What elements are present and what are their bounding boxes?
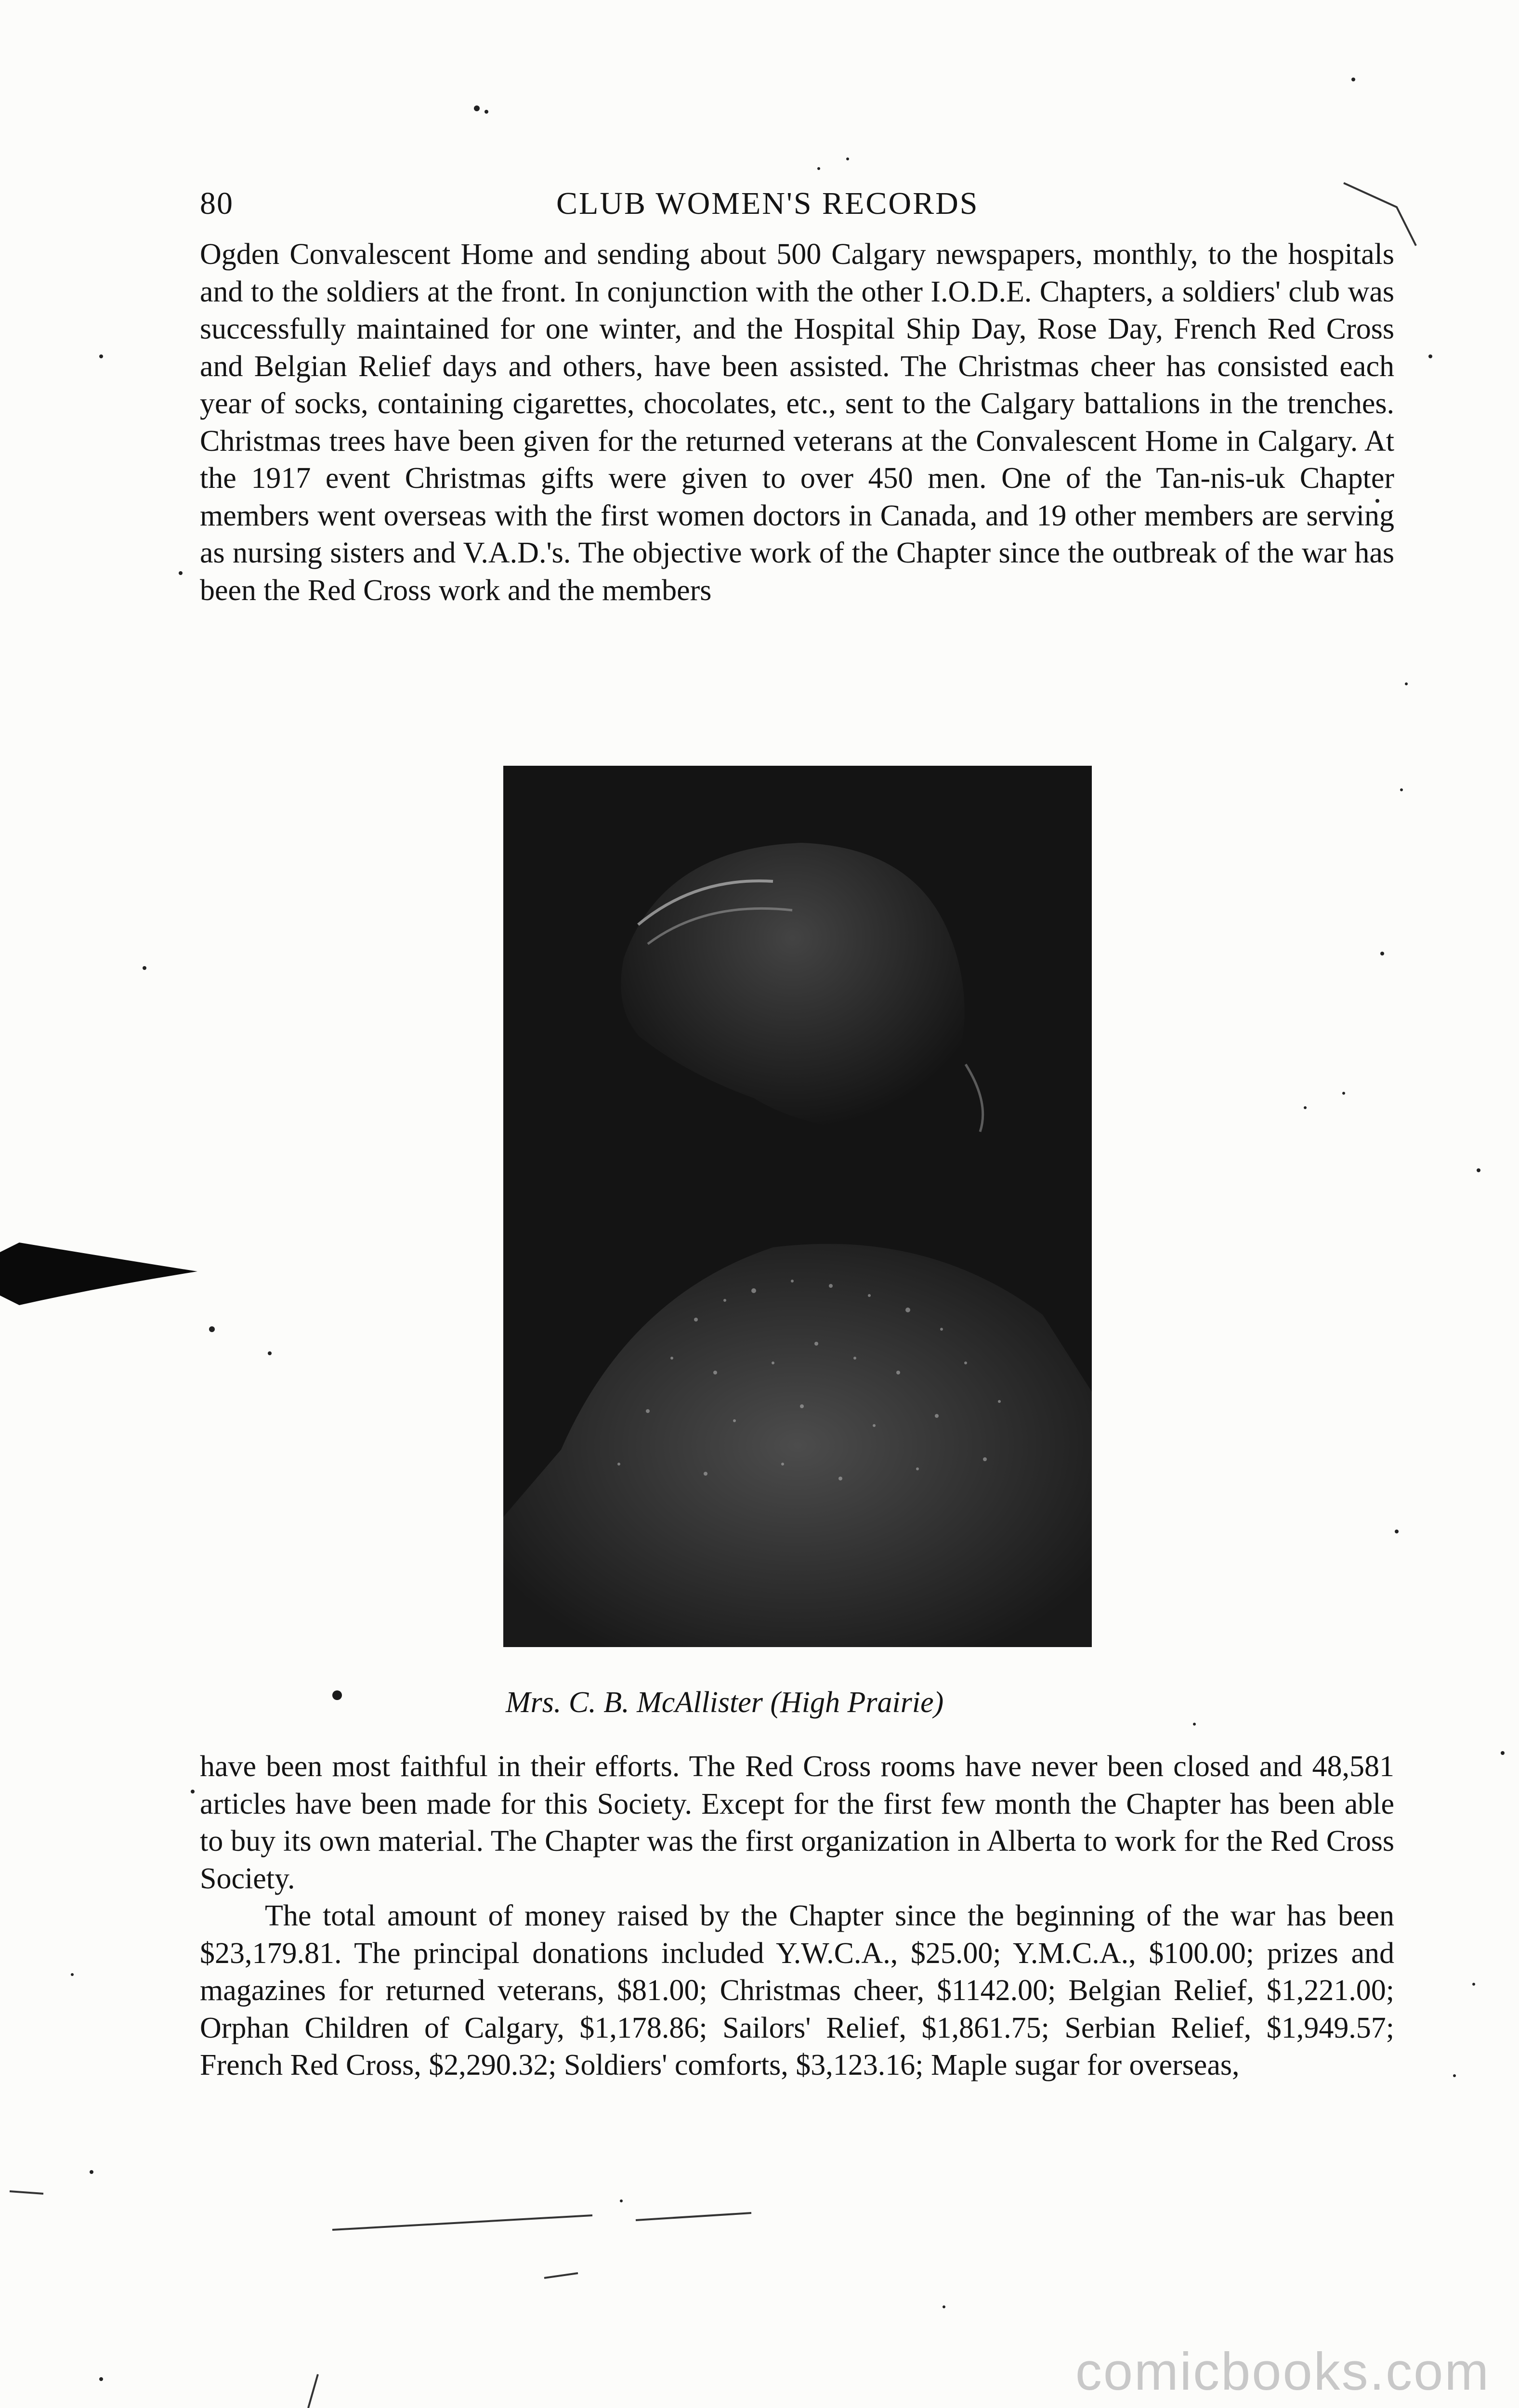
paragraph-bottom-1: have been most faithful in their efforts. The Red Cross rooms have never been closed and 48,581 articles have been made for this Society. Except for the first few month the Chapter has been able to buy its own material. The Chapter was the first organization in Alberta to work for the Red Cross Society. <box>200 1750 1394 1895</box>
page-edge-tab-shadow <box>0 1204 202 1329</box>
watermark: comicbooks.com <box>1075 2342 1490 2401</box>
caption-bullet-mark <box>332 1690 342 1700</box>
body-text-bottom-2 <box>200 1898 1394 2084</box>
running-title: CLUB WOMEN'S RECORDS <box>556 186 979 221</box>
page-header <box>200 185 1394 229</box>
photo-caption: Mrs. C. B. McAllister (High Prairie) <box>506 1686 944 1719</box>
portrait-silhouette <box>503 766 1092 1647</box>
body-text-bottom-1 <box>200 1748 1394 1898</box>
portrait-photo <box>503 766 1092 1647</box>
body-text-top <box>200 236 1394 609</box>
paragraph-bottom-2: The total amount of money raised by the Chapter since the beginning of the war has been $23,179.81. The principal donations included Y.W.C.A., $25.00; Y.M.C.A., $100.00; prizes and magazines for returned veterans, $81.00; Christmas cheer, $1142.00; Belgian Relief, $1,221.00; Orphan Children of Calgary, $1,178.86; Sailors' Relief, $1,861.75; Serbian Relief, $1,949.57; French Red Cross, $2,290.32; Soldiers' comforts, $3,123.16; Maple sugar for overseas, <box>200 1899 1394 2081</box>
paragraph-top: Ogden Convalescent Home and sending about 500 Calgary newspapers, monthly, to the hospitals and to the soldiers at the front. In conjunction with the other I.O.D.E. Chapters, a soldiers' club was successfully maintained for one winter, and the Hospital Ship Day, Rose Day, French Red Cross and Belgian Relief days and others, have been assisted. The Christmas cheer has consisted each year of socks, containing cigarettes, chocolates, etc., sent to the Calgary battalions in the trenches. Christmas trees have been given for the returned veterans at the Convalescent Home in Calgary. At the 1917 event Christmas gifts were given to over 450 men. One of the Tan-nis-uk Chapter members went overseas with the first women doctors in Canada, and 19 other members are serving as nursing sisters and V.A.D.'s. The objective work of the Chapter since the outbreak of the war has been the Red Cross work and the members <box>200 238 1394 607</box>
page-number: 80 <box>200 186 234 221</box>
